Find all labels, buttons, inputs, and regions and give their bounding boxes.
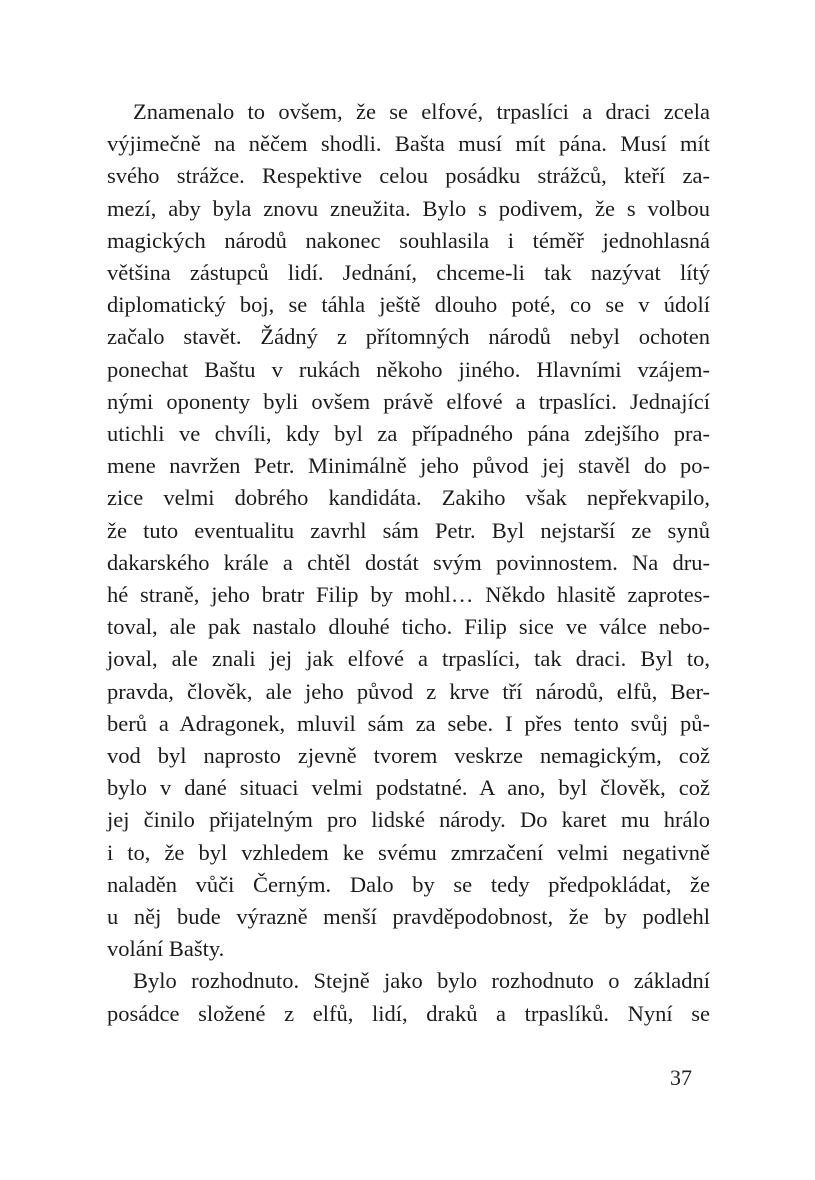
text-line: dakarského krále a chtěl dostát svým povinnostem. Na dru- (107, 549, 710, 575)
text-line: ponechat Baštu v rukách někoho jiného. Hlavními vzájem- (107, 356, 710, 382)
text-line: Znamenalo to ovšem, že se elfové, trpaslíci a draci zcela (133, 99, 710, 124)
text-line: mene navržen Petr. Minimálně jeho původ jej stavěl do po- (107, 453, 710, 479)
text-line: toval, ale pak nastalo dlouhé ticho. Filip sice ve válce nebo- (107, 614, 710, 640)
text-line: mezí, aby byla znovu zneužita. Bylo s podivem, že s volbou (107, 195, 710, 221)
text-line: naladěn vůči Černým. Dalo by se tedy předpokládat, že (107, 871, 710, 897)
text-line: výjimečně na něčem shodli. Bašta musí mít pána. Musí mít (107, 131, 710, 157)
text-line: svého strážce. Respektive celou posádku strážců, kteří za- (107, 163, 710, 189)
page-text (107, 96, 710, 1030)
text-line: volání Bašty. (107, 936, 225, 962)
text-line: utichli ve chvíli, kdy byl za případného pána zdejšího pra- (107, 421, 710, 447)
text-line: u něj bude výrazně menší pravděpodobnost, že by podlehl (107, 904, 710, 930)
text-line: zice velmi dobrého kandidáta. Zakiho však nepřekvapilo, (107, 485, 710, 511)
text-line: jej činilo přijatelným pro lidské národy. Do karet mu hrálo (107, 807, 710, 833)
text-line: berů a Adragonek, mluvil sám za sebe. I přes tento svůj pů- (107, 710, 710, 736)
text-line: hé straně, jeho bratr Filip by mohl… Někdo hlasitě zaprotes- (107, 582, 710, 608)
text-line: joval, ale znali jej jak elfové a trpaslíci, tak draci. Byl to, (107, 646, 710, 672)
text-line: magických národů nakonec souhlasila i téměř jednohlasná (107, 227, 710, 253)
page-number: 37 (670, 1065, 692, 1090)
text-line: vod byl naprosto zjevně tvorem veskrze nemagickým, což (107, 743, 710, 769)
text-line: nými oponenty byli ovšem právě elfové a trpaslíci. Jednající (107, 388, 710, 414)
text-line: že tuto eventualitu zavrhl sám Petr. Byl nejstarší ze synů (107, 517, 710, 543)
text-line: diplomatický boj, se táhla ještě dlouho poté, co se v údolí (107, 292, 710, 318)
text-line: bylo v dané situaci velmi podstatné. A ano, byl člověk, což (107, 775, 710, 801)
text-line: pravda, člověk, ale jeho původ z krve tří národů, elfů, Ber- (107, 678, 710, 704)
text-line: Bylo rozhodnuto. Stejně jako bylo rozhodnuto o základní (133, 968, 710, 994)
text-line: většina zástupců lidí. Jednání, chceme-li tak nazývat lítý (107, 260, 710, 286)
text-line: začalo stavět. Žádný z přítomných národů nebyl ochoten (107, 324, 710, 350)
text-line: i to, že byl vzhledem ke svému zmrzačení velmi negativně (107, 839, 710, 865)
text-line: posádce složené z elfů, lidí, draků a trpaslíků. Nyní se (107, 1000, 710, 1026)
